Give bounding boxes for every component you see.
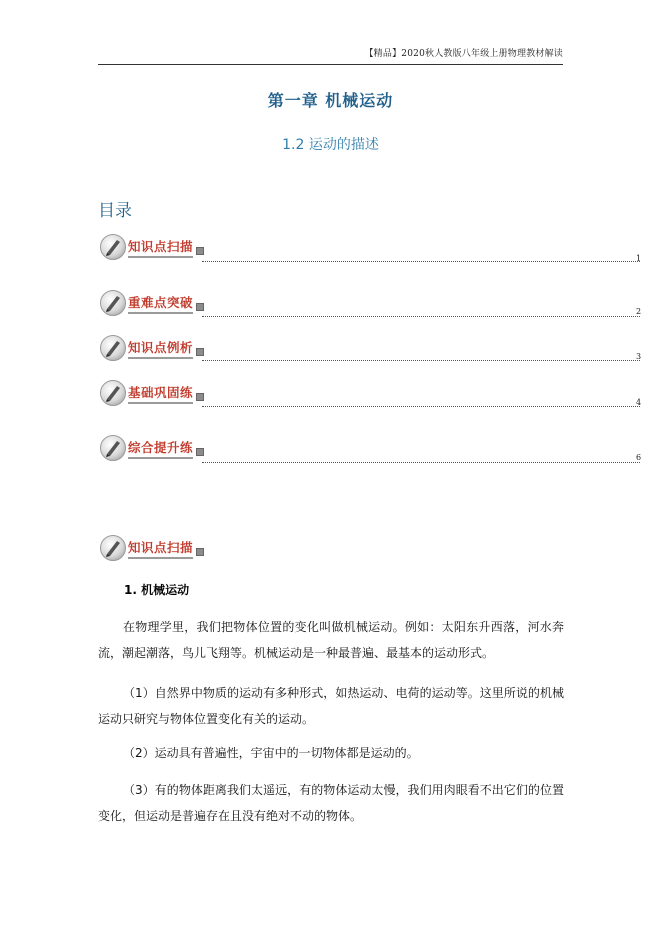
toc-leader-dots [202, 462, 640, 463]
toc-entry-label: 综合提升练 [128, 438, 193, 459]
pen-badge-icon [100, 435, 126, 461]
square-mark-icon [196, 303, 204, 311]
pen-badge-icon [100, 335, 126, 361]
pen-badge-icon [100, 234, 126, 260]
toc-page-number: 6 [636, 453, 642, 462]
toc-heading: 目录 [98, 201, 132, 221]
toc-leader-dots [202, 261, 640, 262]
toc-entry-2[interactable] [100, 289, 204, 317]
section-badge-label: 知识点扫描 [128, 538, 193, 559]
page-header: 【精品】2020秋人教版八年级上册物理教材解读 [364, 49, 563, 59]
toc-entry-4[interactable] [100, 379, 204, 407]
toc-entry-5[interactable] [100, 434, 204, 462]
square-mark-icon [196, 393, 204, 401]
toc-leader-dots [202, 406, 640, 407]
header-rule [98, 64, 563, 65]
toc-entry-1[interactable] [100, 233, 204, 261]
toc-leader-dots [202, 360, 640, 361]
paragraph-4: （3）有的物体距离我们太遥远，有的物体运动太慢，我们用肉眼看不出它们的位置变化，但运动是普遍存在且没有绝对不动的物体。 [98, 783, 564, 823]
content-heading: 1. 机械运动 [124, 583, 190, 597]
toc-entry-label: 知识点例析 [128, 338, 193, 359]
toc-entry-label: 知识点扫描 [128, 237, 193, 258]
square-mark-icon [196, 548, 204, 556]
toc-leader-dots [202, 316, 640, 317]
square-mark-icon [196, 247, 204, 255]
toc-page-number: 3 [636, 352, 642, 361]
square-mark-icon [196, 348, 204, 356]
toc-page-number: 1 [636, 254, 642, 263]
toc-entry-3[interactable] [100, 334, 204, 362]
paragraph-1: 在物理学里，我们把物体位置的变化叫做机械运动。例如：太阳东升西落，河水奔流，潮起潮落，鸟儿飞翔等。机械运动是一种最普遍、最基本的运动形式。 [98, 620, 564, 660]
pen-badge-icon [100, 535, 126, 561]
pen-badge-icon [100, 380, 126, 406]
paragraph-3: （2）运动具有普遍性，宇宙中的一切物体都是运动的。 [123, 746, 419, 760]
pen-badge-icon [100, 290, 126, 316]
toc-entry-label: 基础巩固练 [128, 383, 193, 404]
section-title: 1.2 运动的描述 [282, 137, 379, 153]
toc-page-number: 2 [636, 307, 642, 316]
chapter-title: 第一章 机械运动 [267, 91, 394, 110]
section-badge [100, 534, 204, 562]
square-mark-icon [196, 448, 204, 456]
paragraph-2: （1）自然界中物质的运动有多种形式，如热运动、电荷的运动等。这里所说的机械运动只研究与物体位置变化有关的运动。 [98, 686, 564, 726]
toc-page-number: 4 [636, 398, 642, 407]
toc-entry-label: 重难点突破 [128, 293, 193, 314]
